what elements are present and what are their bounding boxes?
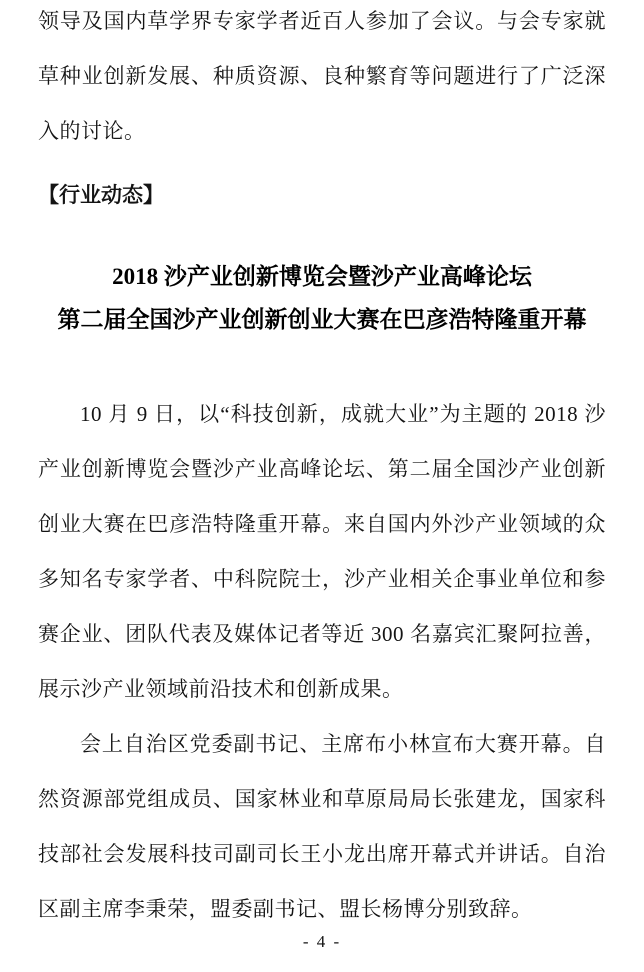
page-number: - 4 -	[302, 932, 342, 951]
article-paragraph-1: 10 月 9 日，以“科技创新，成就大业”为主题的 2018 沙产业创新博览会暨沙产业高峰论坛、第二届全国沙产业创新创业大赛在巴彦浩特隆重开幕。来自国内外沙产业领域的众多知名专家学者、中科院院士，沙产业相关企事业单位和参赛企业、团队代表及媒体记者等近 300 名嘉宾汇聚阿拉善，展示沙产业领域前沿技术和创新成果。	[38, 402, 606, 701]
section-header: 【行业动态】	[38, 184, 164, 207]
article-title-line2: 第二届全国沙产业创新创业大赛在巴彦浩特隆重开幕	[57, 307, 587, 332]
article-title-line1: 2018 沙产业创新博览会暨沙产业高峰论坛	[112, 264, 532, 289]
article-paragraph-2: 会上自治区党委副书记、主席布小林宣布大赛开幕。自然资源部党组成员、国家林业和草原局局长张建龙，国家科技部社会发展科技司副司长王小龙出席开幕式并讲话。自治区副主席李秉荣，盟委副书记、盟长杨博分别致辞。	[38, 732, 606, 921]
intro-paragraph: 领导及国内草学界专家学者近百人参加了会议。与会专家就草种业创新发展、种质资源、良种繁育等问题进行了广泛深入的讨论。	[38, 9, 606, 143]
article-title	[38, 255, 606, 341]
